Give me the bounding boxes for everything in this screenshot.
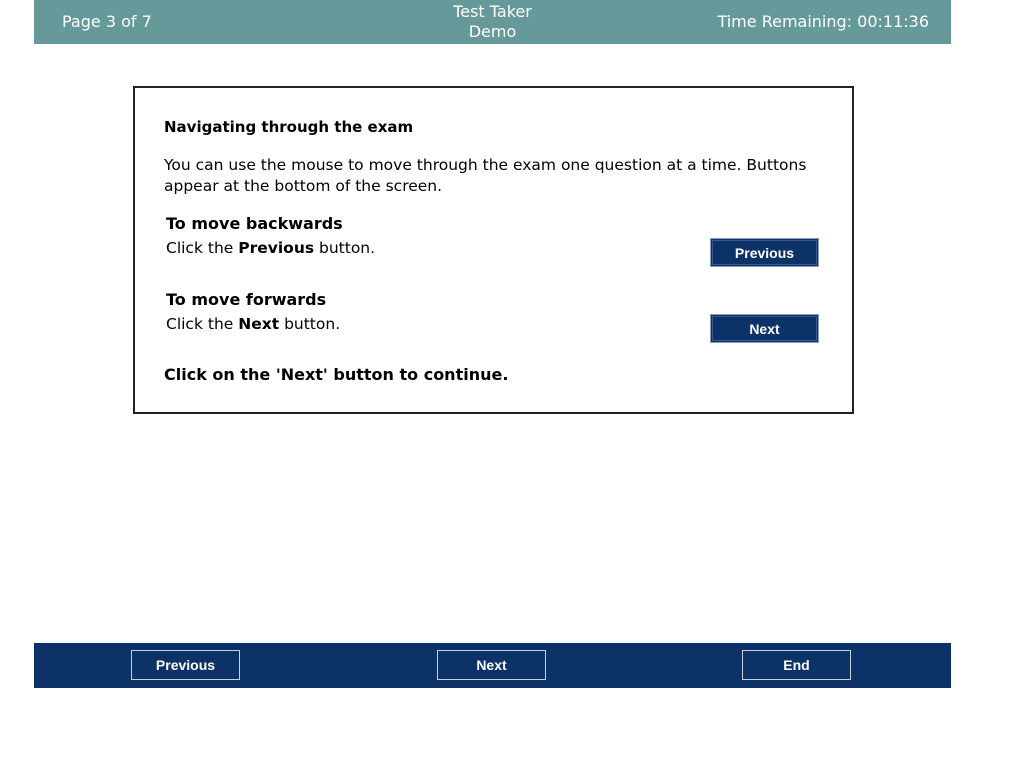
end-button[interactable]: End: [742, 650, 851, 680]
forwards-instruction: [166, 315, 340, 333]
next-button[interactable]: Next: [437, 650, 546, 680]
backwards-heading: To move backwards: [166, 214, 343, 233]
instructions-intro: You can use the mouse to move through the exam one question at a time. Buttons appear at the bottom of the screen.: [164, 156, 807, 195]
backwards-instruction-bold: Previous: [238, 239, 315, 257]
top-bar: [34, 0, 951, 44]
page-indicator: Page 3 of 7: [62, 12, 152, 31]
candidate-name-line2: Demo: [468, 22, 517, 41]
backwards-instruction-suffix: button.: [314, 239, 376, 257]
candidate-name-line1: Test Taker: [453, 2, 532, 21]
previous-button[interactable]: Previous: [131, 650, 240, 680]
forwards-instruction-bold: Next: [238, 315, 280, 333]
backwards-instruction-prefix: Click the: [166, 239, 239, 257]
instructions-heading: Navigating through the exam: [164, 118, 414, 136]
navigation-bar: [34, 643, 951, 688]
backwards-instruction: [166, 239, 375, 257]
example-next-button: Next: [710, 314, 819, 343]
forwards-instruction-suffix: button.: [279, 315, 341, 333]
continue-instruction: Click on the 'Next' button to continue.: [164, 365, 509, 384]
forwards-heading: To move forwards: [166, 290, 327, 309]
instructions-panel: [133, 86, 854, 414]
time-remaining: Time Remaining: 00:11:36: [717, 12, 929, 31]
forwards-instruction-prefix: Click the: [166, 315, 239, 333]
example-previous-button: Previous: [710, 238, 819, 267]
